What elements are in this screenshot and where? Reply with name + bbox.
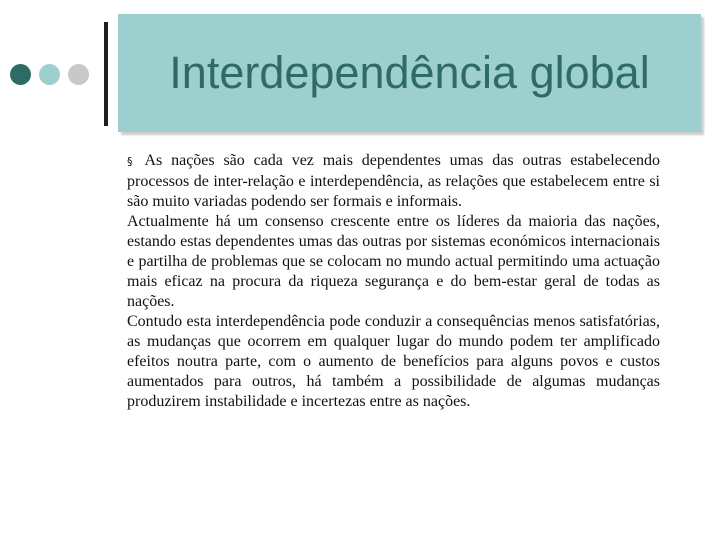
dark-teal-dot [10, 64, 31, 85]
paragraph-3: Contudo esta interdependência pode conduzir a consequências menos satisfatórias, as mudanças que ocorrem em qualquer lugar do mundo podem ter amplificado efeitos noutra parte, com o aumento de benefícios para alguns povos e custos aumentados para outros, há também a possibilidade de algumas mudanças produzirem instabilidade e incertezas entre as nações. [127, 313, 660, 410]
paragraph-1-text: As nações são cada vez mais dependentes umas das outras estabelecendo processos de inter-relação e interdependência, as relações que estabelecem entre si são muito variadas podendo ser formais e informais. [127, 152, 660, 210]
decorative-dots [10, 64, 100, 86]
paragraph-1 [127, 151, 660, 212]
vertical-divider [104, 22, 108, 126]
slide-body [127, 151, 660, 412]
paragraph-2: Actualmente há um consenso crescente entre os líderes da maioria das nações, estando estas dependentes umas das outras por sistemas económicos internacionais e partilha de problemas que se colocam no mundo actual permitindo uma actuação mais eficaz na procura da riqueza segurança e do bem-estar geral de todas as nações. [127, 213, 660, 310]
slide-title: Interdependência global [169, 47, 650, 98]
gray-dot [68, 64, 89, 85]
bullet-icon: § [127, 155, 133, 168]
title-box [118, 14, 701, 132]
light-teal-dot [39, 64, 60, 85]
